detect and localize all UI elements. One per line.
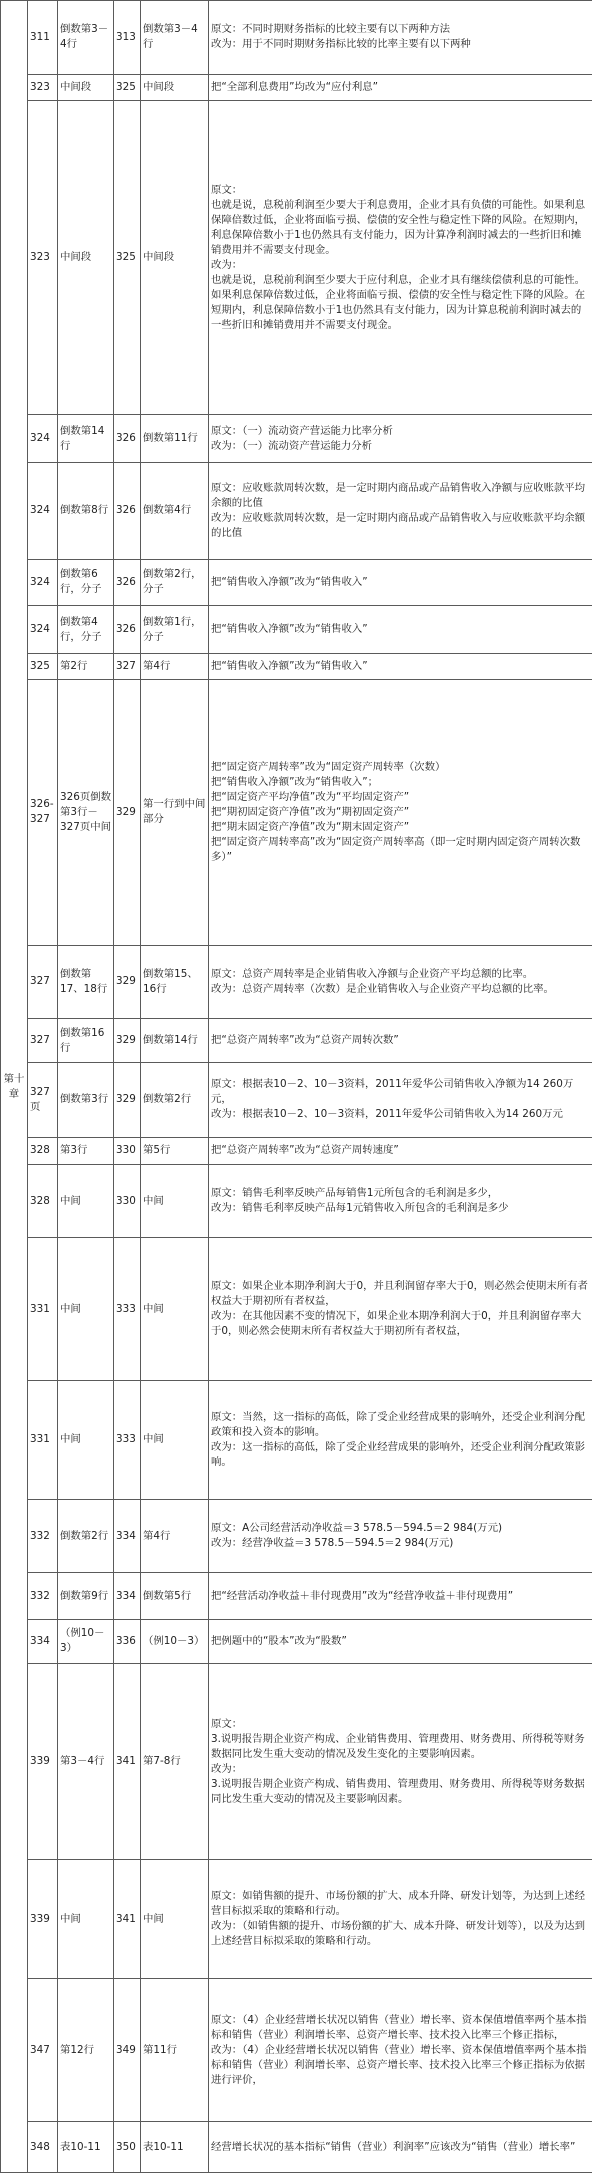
table-row — [1, 74, 592, 101]
table-row — [1, 1499, 592, 1573]
new-line-cell: 第11行 — [141, 1979, 209, 2122]
correction-text-cell: 原文： 也就是说，息税前利润至少要大于利息费用，企业才具有负债的可能性。如果利息保障倍数过低，企业将面临亏损、偿债的安全性与稳定性下降的风险。在短期内，利息保障倍数小于1也仍然具有支付能力，因为计算净利润时减去的一些折旧和摊销费用并不需要支付现金。 改为： 也就是说，息税前利润至少要大于应付利息，企业才具有继续偿债利息的可能性。如果利息保障倍数过低，企业将面临亏损、偿债的安全性与稳定性下降的风险。在短期内，利息保障倍数小于1也仍然具有支付能力，因为计算息税前利润时减去的一些折旧和摊销费用并不需要支付现金。 — [209, 101, 592, 415]
original-line-cell: 倒数第6行，分子 — [58, 559, 114, 606]
original-line-cell: 倒数第17、18行 — [58, 945, 114, 1019]
correction-text-cell: 原文：当然，这一指标的高低，除了受企业经营成果的影响外，还受企业利润分配政策和投入资本的影响。 改为：这一指标的高低，除了受企业经营成果的影响外，还受企业利润分配政策影响。 — [209, 1381, 592, 1500]
new-page-cell: 327 — [114, 654, 141, 679]
table-row — [1, 1238, 592, 1381]
correction-text-cell: 原文：根据表10－2、10－3资料，2011年爱华公司销售收入净额为14 260万元， 改为：根据表10－2、10－3资料，2011年爱华公司销售收入为14 260万元 — [209, 1062, 592, 1137]
original-page-cell: 324 — [28, 559, 58, 606]
new-page-cell: 329 — [114, 679, 141, 945]
new-page-cell: 341 — [114, 1860, 141, 1979]
original-page-cell: 323 — [28, 74, 58, 101]
correction-text-cell: 原文：（4）企业经营增长状况以销售（营业）增长率、资本保值增值率两个基本指标和销售（营业）利润增长率、总资产增长率、技术投入比率三个修正指标， 改为：（4）企业经营增长状况以销售（营业）增长率、资本保值增值率两个基本指标和销售（营业）利润增长率、总资产增长率、技术投入比率三个修正指标为依据进行评价， — [209, 1979, 592, 2122]
correction-text-cell: 把“经营活动净收益＋非付现费用”改为“经营净收益＋非付现费用” — [209, 1573, 592, 1620]
table-row — [1, 1062, 592, 1137]
original-line-cell: 表10-11 — [58, 2122, 114, 2173]
new-line-cell: 第4行 — [141, 1499, 209, 1573]
original-page-cell: 325 — [28, 654, 58, 679]
new-page-cell: 334 — [114, 1573, 141, 1620]
new-page-cell: 333 — [114, 1381, 141, 1500]
original-line-cell: 倒数第8行 — [58, 463, 114, 559]
correction-text-cell: 原文： 3.说明报告期企业资产构成、企业销售费用、管理费用、财务费用、所得税等财务数据同比发生重大变动的情况及发生变化的主要影响因素。 改为： 3.说明报告期企业资产构成、销售费用、管理费用、财务费用、所得税等财务数据同比发生重大变动的情况及主要影响因素。 — [209, 1663, 592, 1860]
new-page-cell: 330 — [114, 1164, 141, 1238]
correction-text-cell: 经营增长状况的基本指标“销售（营业）利润率”应该改为“销售（营业）增长率” — [209, 2122, 592, 2173]
original-line-cell: 倒数第3－4行 — [58, 1, 114, 75]
original-page-cell: 327页 — [28, 1062, 58, 1137]
correction-text-cell: 把“总资产周转率”改为“总资产周转速度” — [209, 1137, 592, 1164]
new-line-cell: 表10-11 — [141, 2122, 209, 2173]
correction-text-cell: 原文：如果企业本期净利润大于0，并且利润留存率大于0，则必然会使期末所有者权益大于期初所有者权益， 改为：在其他因素不变的情况下，如果企业本期净利润大于0，并且利润留存率大于0，则必然会使期末所有者权益大于期初所有者权益， — [209, 1238, 592, 1381]
errata-rows — [1, 1, 592, 2173]
table-row — [1, 1979, 592, 2122]
table-row — [1, 463, 592, 559]
original-page-cell: 332 — [28, 1499, 58, 1573]
new-line-cell: 倒数第15、16行 — [141, 945, 209, 1019]
original-line-cell: 326页倒数第3行－327页中间 — [58, 679, 114, 945]
new-line-cell: 倒数第3－4行 — [141, 1, 209, 75]
original-page-cell: 332 — [28, 1573, 58, 1620]
original-line-cell: 中间段 — [58, 74, 114, 101]
original-line-cell: 中间段 — [58, 101, 114, 415]
table-row — [1, 2122, 592, 2173]
correction-text-cell: 原文：A公司经营活动净收益＝3 578.5－594.5＝2 984(万元) 改为：经营净收益＝3 578.5－594.5＝2 984(万元) — [209, 1499, 592, 1573]
table-row — [1, 101, 592, 415]
original-line-cell: 第12行 — [58, 1979, 114, 2122]
original-line-cell: 中间 — [58, 1860, 114, 1979]
correction-text-cell: 原文：总资产周转率是企业销售收入净额与企业资产平均总额的比率。 改为：总资产周转率（次数）是企业销售收入与企业资产平均总额的比率。 — [209, 945, 592, 1019]
original-page-cell: 324 — [28, 606, 58, 654]
original-line-cell: 中间 — [58, 1381, 114, 1500]
new-line-cell: 中间 — [141, 1164, 209, 1238]
table-row — [1, 1137, 592, 1164]
original-line-cell: 倒数第16行 — [58, 1019, 114, 1063]
original-page-cell: 339 — [28, 1860, 58, 1979]
table-row — [1, 654, 592, 679]
new-line-cell: 第一行到中间部分 — [141, 679, 209, 945]
new-line-cell: 倒数第14行 — [141, 1019, 209, 1063]
correction-text-cell: 原文：销售毛利率反映产品每销售1元所包含的毛利润是多少， 改为：销售毛利率反映产品每1元销售收入所包含的毛利润是多少 — [209, 1164, 592, 1238]
new-page-cell: 326 — [114, 415, 141, 463]
new-page-cell: 326 — [114, 463, 141, 559]
new-page-cell: 350 — [114, 2122, 141, 2173]
new-page-cell: 325 — [114, 101, 141, 415]
chapter-label: 第十章 — [1, 1, 28, 2173]
table-row — [1, 1620, 592, 1664]
table-row — [1, 1573, 592, 1620]
new-line-cell: 中间段 — [141, 74, 209, 101]
original-page-cell: 348 — [28, 2122, 58, 2173]
original-line-cell: 中间 — [58, 1164, 114, 1238]
original-line-cell: 倒数第14行 — [58, 415, 114, 463]
table-row — [1, 1, 592, 75]
table-row — [1, 1164, 592, 1238]
original-page-cell: 331 — [28, 1238, 58, 1381]
table-row — [1, 1860, 592, 1979]
original-page-cell: 324 — [28, 463, 58, 559]
table-row — [1, 559, 592, 606]
original-page-cell: 347 — [28, 1979, 58, 2122]
original-line-cell: 倒数第3行 — [58, 1062, 114, 1137]
new-line-cell: 中间 — [141, 1381, 209, 1500]
original-page-cell: 326-327 — [28, 679, 58, 945]
new-line-cell: 第7-8行 — [141, 1663, 209, 1860]
original-line-cell: 倒数第2行 — [58, 1499, 114, 1573]
table-row — [1, 606, 592, 654]
table-row — [1, 1381, 592, 1500]
correction-text-cell: 把“固定资产周转率”改为“固定资产周转率（次数） 把“销售收入净额”改为“销售收入”； 把“固定资产平均净值”改为“平均固定资产” 把“期初固定资产净值”改为“期初固定资产” 把“期末固定资产净值”改为“期末固定资产” 把“固定资产周转率高”改为“固定资产周转率高（即一定时期内固定资产周转次数多）” — [209, 679, 592, 945]
original-line-cell: 第3行 — [58, 1137, 114, 1164]
table-row — [1, 1019, 592, 1063]
new-page-cell: 333 — [114, 1238, 141, 1381]
table-row — [1, 1663, 592, 1860]
original-page-cell: 311 — [28, 1, 58, 75]
new-line-cell: 倒数第5行 — [141, 1573, 209, 1620]
new-page-cell: 313 — [114, 1, 141, 75]
new-page-cell: 326 — [114, 559, 141, 606]
table-row — [1, 945, 592, 1019]
new-page-cell: 341 — [114, 1663, 141, 1860]
new-line-cell: 中间段 — [141, 101, 209, 415]
correction-text-cell: 把“总资产周转率”改为“总资产周转次数” — [209, 1019, 592, 1063]
new-line-cell: 中间 — [141, 1860, 209, 1979]
new-page-cell: 334 — [114, 1499, 141, 1573]
new-line-cell: 倒数第2行，分子 — [141, 559, 209, 606]
correction-text-cell: 原文：如销售额的提升、市场份额的扩大、成本升降、研发计划等，为达到上述经营目标拟采取的策略和行动。 改为：（如销售额的提升、市场份额的扩大、成本升降、研发计划等），以及为达到上述经营目标拟采取的策略和行动。 — [209, 1860, 592, 1979]
table-row — [1, 679, 592, 945]
correction-text-cell: 原文：应收账款周转次数，是一定时期内商品或产品销售收入净额与应收账款平均余额的比值 改为：应收账款周转次数，是一定时期内商品或产品销售收入与应收账款平均余额的比值 — [209, 463, 592, 559]
correction-text-cell: 把“销售收入净额”改为“销售收入” — [209, 654, 592, 679]
new-page-cell: 349 — [114, 1979, 141, 2122]
new-line-cell: 倒数第11行 — [141, 415, 209, 463]
table-row — [1, 415, 592, 463]
correction-text-cell: 把“销售收入净额”改为“销售收入” — [209, 559, 592, 606]
original-page-cell: 327 — [28, 1019, 58, 1063]
correction-text-cell: 原文：（一）流动资产营运能力比率分析 改为：（一）流动资产营运能力分析 — [209, 415, 592, 463]
original-line-cell: 倒数第4行，分子 — [58, 606, 114, 654]
original-line-cell: 第3－4行 — [58, 1663, 114, 1860]
correction-text-cell: 把“销售收入净额”改为“销售收入” — [209, 606, 592, 654]
new-page-cell: 336 — [114, 1620, 141, 1664]
new-page-cell: 329 — [114, 1019, 141, 1063]
original-line-cell: 第2行 — [58, 654, 114, 679]
original-page-cell: 324 — [28, 415, 58, 463]
new-line-cell: 第5行 — [141, 1137, 209, 1164]
new-page-cell: 329 — [114, 1062, 141, 1137]
new-page-cell: 325 — [114, 74, 141, 101]
new-line-cell: （例10－3） — [141, 1620, 209, 1664]
new-line-cell: 中间 — [141, 1238, 209, 1381]
new-line-cell: 倒数第1行，分子 — [141, 606, 209, 654]
correction-text-cell: 原文：不同时期财务指标的比较主要有以下两种方法 改为：用于不同时期财务指标比较的比率主要有以下两种 — [209, 1, 592, 75]
correction-text-cell: 把“全部利息费用”均改为“应付利息” — [209, 74, 592, 101]
original-page-cell: 323 — [28, 101, 58, 415]
new-line-cell: 第4行 — [141, 654, 209, 679]
original-page-cell: 328 — [28, 1137, 58, 1164]
new-page-cell: 326 — [114, 606, 141, 654]
new-line-cell: 倒数第4行 — [141, 463, 209, 559]
original-line-cell: （例10－3） — [58, 1620, 114, 1664]
original-page-cell: 328 — [28, 1164, 58, 1238]
new-page-cell: 330 — [114, 1137, 141, 1164]
original-line-cell: 中间 — [58, 1238, 114, 1381]
original-page-cell: 327 — [28, 945, 58, 1019]
original-page-cell: 339 — [28, 1663, 58, 1860]
original-page-cell: 331 — [28, 1381, 58, 1500]
original-line-cell: 倒数第9行 — [58, 1573, 114, 1620]
new-line-cell: 倒数第2行 — [141, 1062, 209, 1137]
correction-text-cell: 把例题中的“股本”改为“股数” — [209, 1620, 592, 1664]
new-page-cell: 329 — [114, 945, 141, 1019]
original-page-cell: 334 — [28, 1620, 58, 1664]
